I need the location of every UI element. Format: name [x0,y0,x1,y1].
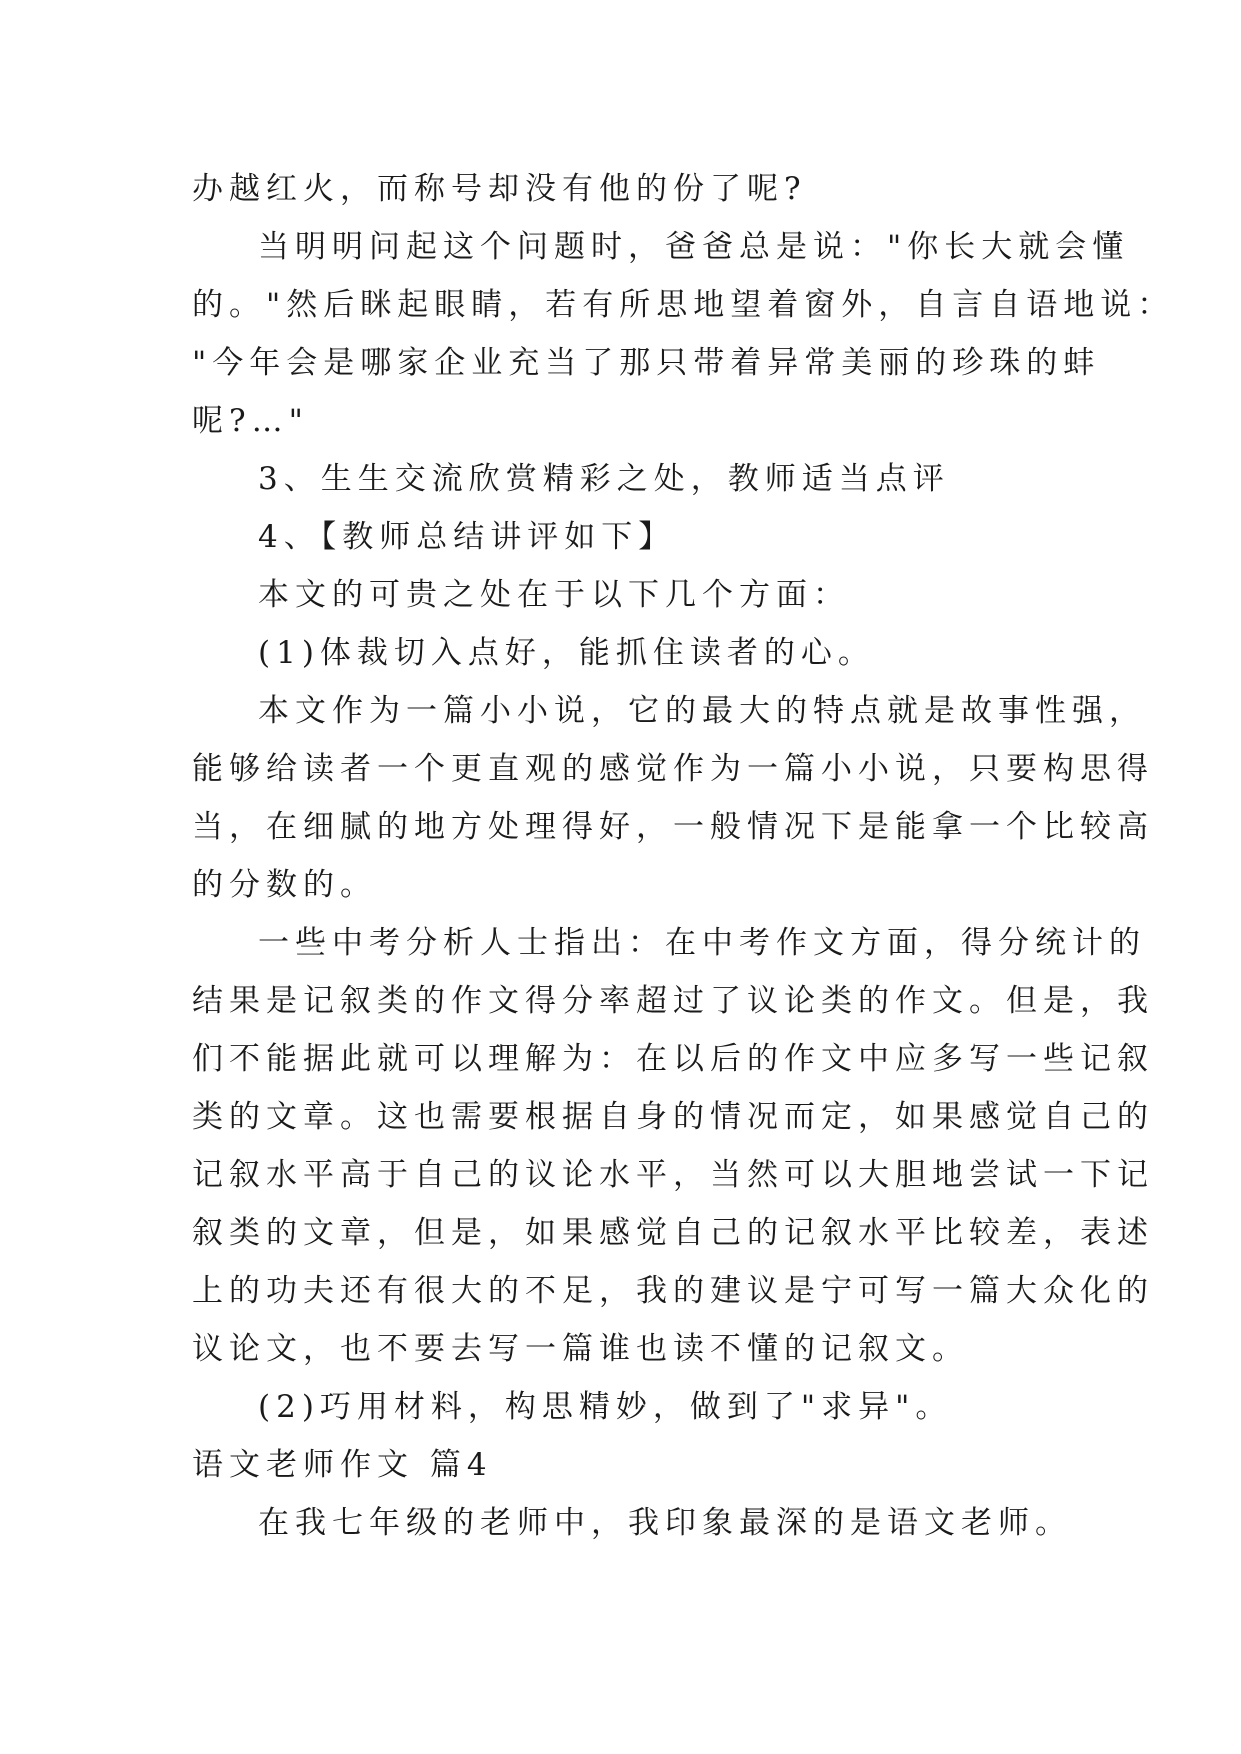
paragraph-line: 本文的可贵之处在于以下几个方面： [258,577,850,613]
text-line: 呢?…" [192,403,309,439]
text-line: 议论文，也不要去写一篇谁也读不懂的记叙文。 [192,1331,969,1367]
section-heading: 语文老师作文 篇4 [192,1447,493,1483]
paragraph-line: 4、【教师总结讲评如下】 [258,519,676,555]
paragraph-line: (1)体裁切入点好，能抓住读者的心。 [258,635,875,671]
paragraph-line: 本文作为一篇小小说，它的最大的特点就是故事性强， [258,693,1146,729]
paragraph-line: 当明明问起这个问题时，爸爸总是说："你长大就会懂 [258,229,1130,265]
text-line: 当，在细腻的地方处理得好，一般情况下是能拿一个比较高 [192,809,1154,845]
paragraph-line: 在我七年级的老师中，我印象最深的是语文老师。 [258,1505,1072,1541]
text-line: "今年会是哪家企业充当了那只带着异常美丽的珍珠的蚌 [192,345,1101,381]
text-line: 的。"然后眯起眼睛，若有所思地望着窗外，自言自语地说： [192,287,1175,323]
paragraph-line: 一些中考分析人士指出：在中考作文方面，得分统计的 [258,925,1146,961]
text-line: 上的功夫还有很大的不足，我的建议是宁可写一篇大众化的 [192,1273,1154,1309]
text-line: 结果是记叙类的作文得分率超过了议论类的作文。但是，我 [192,983,1154,1019]
text-line: 的分数的。 [192,867,377,903]
paragraph-line: (2)巧用材料，构思精妙，做到了"求异"。 [258,1389,953,1425]
text-line: 能够给读者一个更直观的感觉作为一篇小小说，只要构思得 [192,751,1154,787]
text-line: 们不能据此就可以理解为：在以后的作文中应多写一些记叙 [192,1041,1154,1077]
paragraph-line: 3、生生交流欣赏精彩之处，教师适当点评 [258,461,950,497]
text-line: 办越红火，而称号却没有他的份了呢? [192,171,807,207]
document-body [192,160,1175,1552]
text-line: 叙类的文章，但是，如果感觉自己的记叙水平比较差，表述 [192,1215,1154,1251]
text-line: 记叙水平高于自己的议论水平，当然可以大胆地尝试一下记 [192,1157,1154,1193]
text-line: 类的文章。这也需要根据自身的情况而定，如果感觉自己的 [192,1099,1154,1135]
